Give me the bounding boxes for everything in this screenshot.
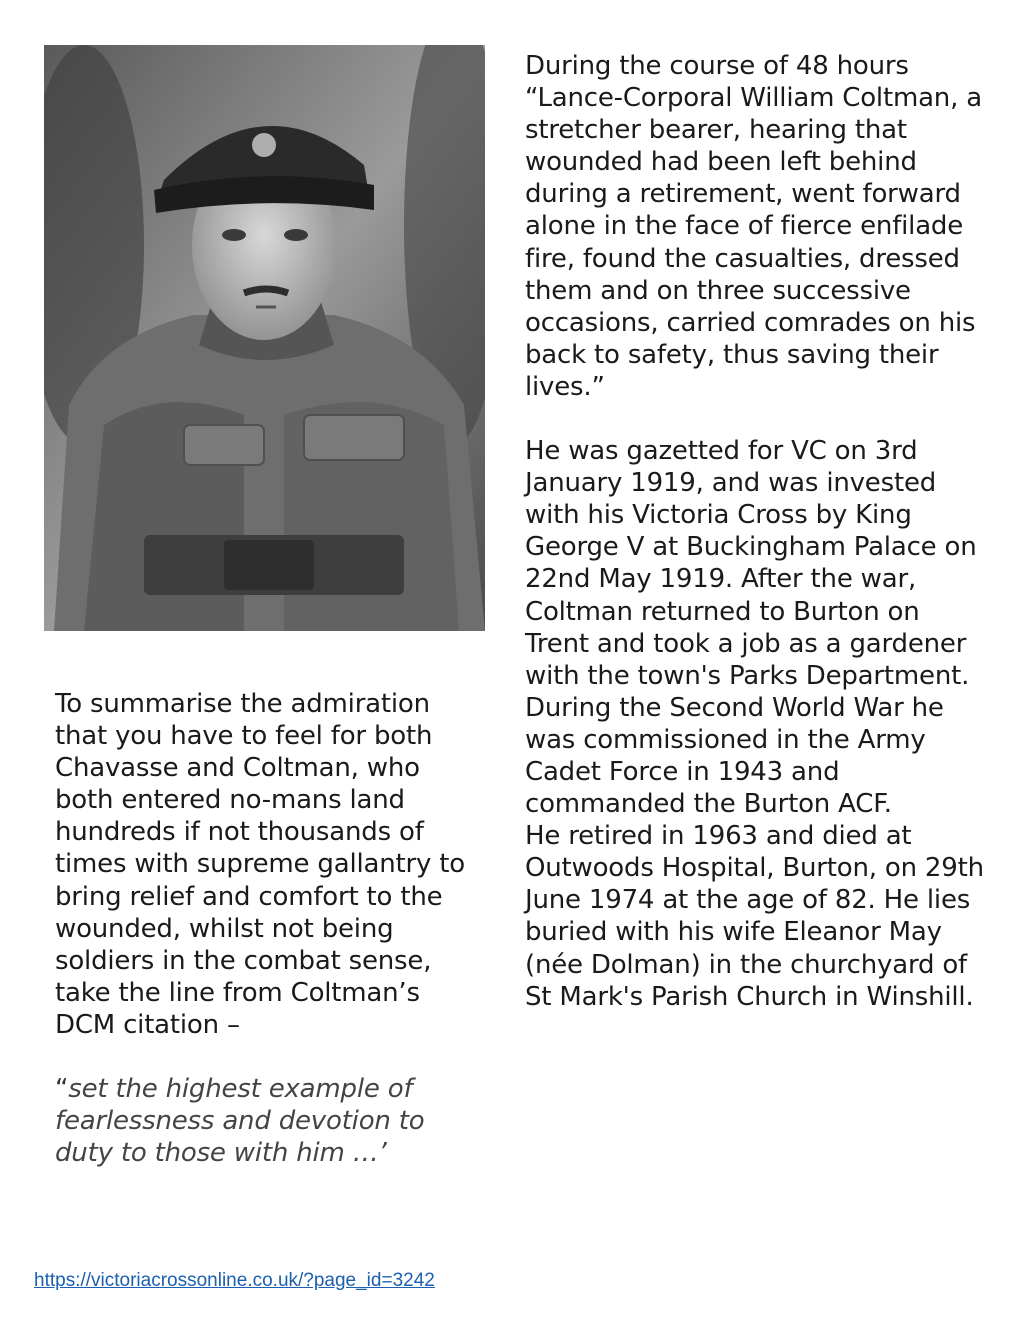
summary-paragraph: To summarise the admiration that you have to feel for both Chavasse and Coltman, who both entered no-mans land hundreds if not thousands of times with supreme gallantry to bring relief and comfort to the wounded, whilst not being soldiers in the combat sense, take the line from Coltman’s DCM citation – xyxy=(55,689,465,1040)
quote-open-mark: “ xyxy=(55,1074,69,1105)
coltman-citation-paragraph: During the course of 48 hours “Lance-Corporal William Coltman, a stretcher bearer, hearing that wounded had been left behind during a retirement, went forward alone in the face of fierce enfilade fire, found the casualties, dressed them and on three successive occasions, carried comrades on his back to safety, thus saving their lives.” xyxy=(525,51,982,402)
dcm-citation-quote xyxy=(55,1073,475,1169)
quote-text: set the highest example of fearlessness and devotion to duty to those with him …’ xyxy=(55,1074,425,1169)
retirement-death-paragraph: He retired in 1963 and died at Outwoods Hospital, Burton, on 29th June 1974 at the age of 82. He lies buried with his wife Eleanor May (née Dolman) in the churchyard of St Mark's Parish Church in Winshill. xyxy=(525,821,984,1012)
right-column-text xyxy=(525,50,985,1013)
paragraph-gap xyxy=(55,1041,475,1073)
left-column-text xyxy=(55,688,475,1169)
paragraph-gap xyxy=(525,403,985,435)
vc-investiture-paragraph: He was gazetted for VC on 3rd January 1919, and was invested with his Victoria Cross by King George V at Buckingham Palace on 22nd May 1919. After the war, Coltman returned to Burton on Trent and took a job as a gardener with the town's Parks Department. During the Second World War he was commissioned in the Army Cadet Force in 1943 and commanded the Burton ACF. xyxy=(525,436,977,820)
soldier-portrait-photo xyxy=(44,45,485,631)
source-link[interactable]: https://victoriacrossonline.co.uk/?page_id=3242 xyxy=(34,1270,435,1291)
